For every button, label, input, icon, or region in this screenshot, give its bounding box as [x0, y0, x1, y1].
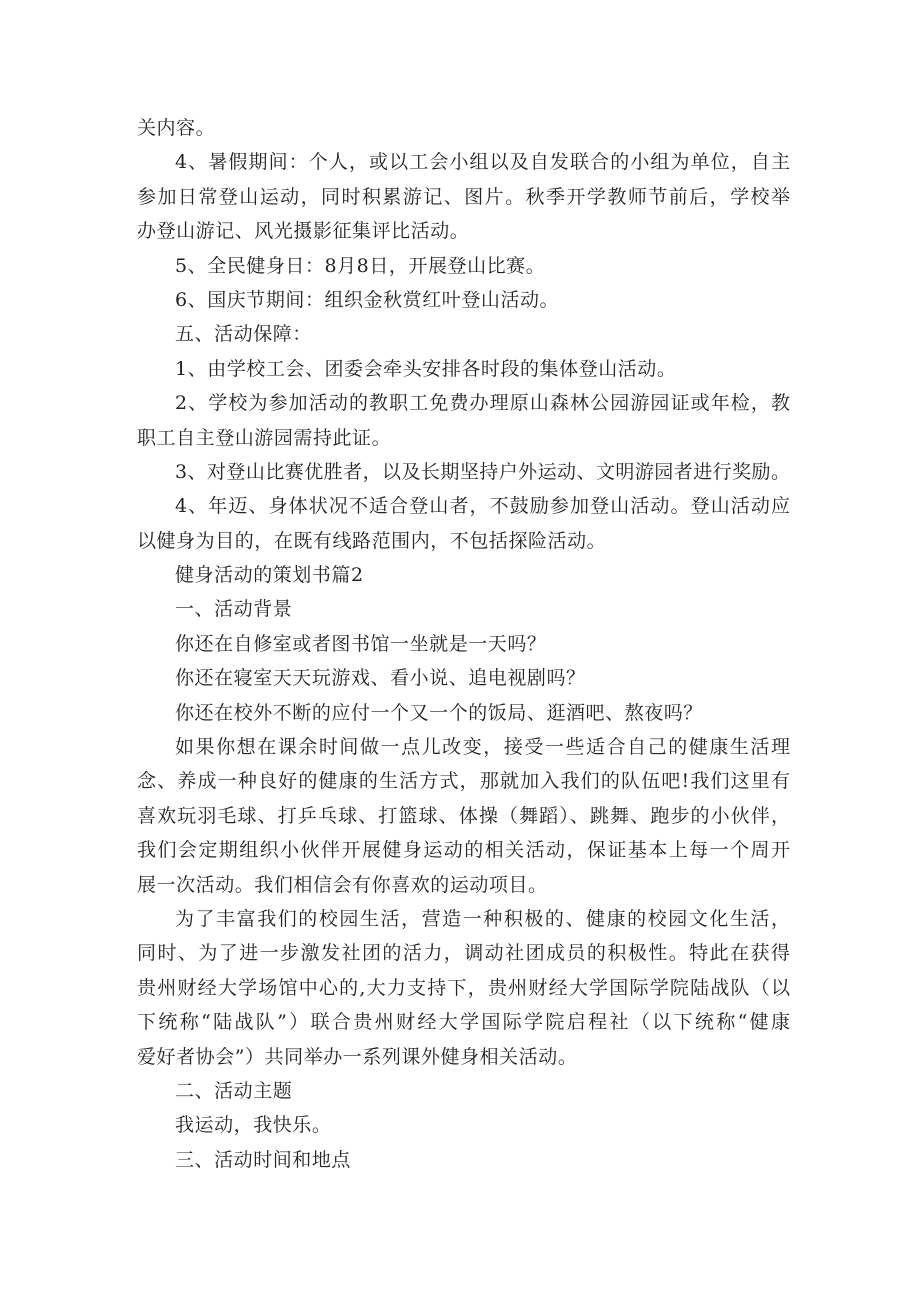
- text-line: 6、国庆节期间：组织金秋赏红叶登山活动。: [175, 288, 560, 311]
- text-line: 爱好者协会”）共同举办一系列课外健身相关活动。: [137, 1045, 578, 1068]
- text-line: 2、学校为参加活动的教职工免费办理原山森林公园游园证或年检，教: [175, 392, 790, 415]
- text-line: 同时、为了进一步激发社团的活力，调动社团成员的积极性。特此在获得: [137, 942, 790, 965]
- text-line: 你还在校外不断的应付一个又一个的饭局、逛酒吧、熬夜吗？: [175, 701, 703, 724]
- section-heading: 一、活动背景: [175, 598, 293, 621]
- text-line: 如果你想在课余时间做一点儿改变，接受一些适合自己的健康生活理: [175, 736, 790, 759]
- text-line: 我运动，我快乐。: [175, 1114, 332, 1137]
- text-line: 你还在自修室或者图书馆一坐就是一天吗？: [175, 632, 547, 655]
- section-heading: 二、活动主题: [175, 1079, 293, 1102]
- text-line: 3、对登山比赛优胜者，以及长期坚持户外运动、文明游园者进行奖励。: [175, 460, 790, 483]
- text-line: 喜欢玩羽毛球、打乒乓球、打篮球、体操（舞蹈）、跳舞、跑步的小伙伴，: [137, 804, 790, 827]
- document-page: [137, 111, 790, 1177]
- article-title: 健身活动的策划书篇2: [175, 564, 364, 587]
- text-line: 展一次活动。我们相信会有你喜欢的运动项目。: [137, 873, 548, 896]
- text-line: 4、暑假期间：个人，或以工会小组以及自发联合的小组为单位，自主: [175, 151, 790, 174]
- text-line: 5、全民健身日：8月8日，开展登山比赛。: [175, 254, 546, 277]
- text-line: 我们会定期组织小伙伴开展健身运动的相关活动，保证基本上每一个周开: [137, 839, 790, 862]
- text-line: 4、年迈、身体状况不适合登山者，不鼓励参加登山活动。登山活动应: [175, 495, 790, 518]
- text-line: 以健身为目的，在既有线路范围内，不包括探险活动。: [137, 529, 607, 552]
- text-line: 贵州财经大学场馆中心的,大力支持下，贵州财经大学国际学院陆战队（以: [137, 976, 790, 999]
- text-line: 下统称“陆战队”）联合贵州财经大学国际学院启程社（以下统称“健康: [137, 1011, 790, 1034]
- text-line: 职工自主登山游园需持此证。: [137, 426, 392, 449]
- text-line: 1、由学校工会、团委会牵头安排各时段的集体登山活动。: [175, 357, 677, 380]
- text-line: 念、养成一种良好的健康的生活方式，那就加入我们的队伍吧!我们这里有: [137, 770, 790, 793]
- text-line: 为了丰富我们的校园生活，营造一种积极的、健康的校园文化生活，: [175, 907, 790, 930]
- section-heading: 三、活动时间和地点: [175, 1148, 351, 1171]
- text-line: 关内容。: [137, 117, 216, 139]
- text-line: 办登山游记、风光摄影征集评比活动。: [137, 220, 470, 243]
- section-heading: 五、活动保障：: [175, 323, 312, 346]
- text-line: 你还在寝室天天玩游戏、看小说、追电视剧吗？: [175, 667, 586, 690]
- text-line: 参加日常登山运动，同时积累游记、图片。秋季开学教师节前后，学校举: [137, 185, 790, 208]
